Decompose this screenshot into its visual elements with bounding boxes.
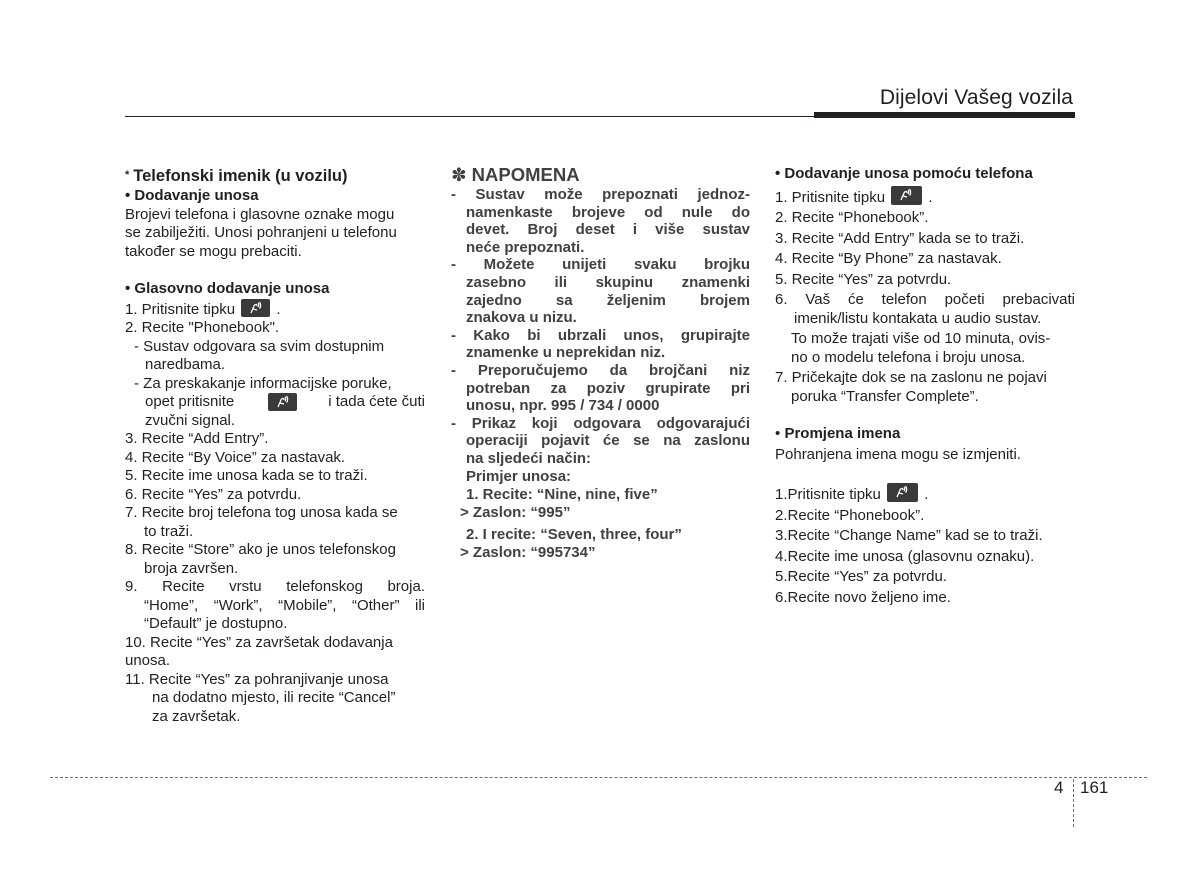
note-line: znakova u nizu.	[466, 309, 577, 327]
step-8-cont: broja završen.	[144, 559, 239, 577]
header-title: Dijelovi Vašeg vozila	[879, 86, 1073, 109]
rename-step-2: 2.Recite “Phonebook”.	[775, 506, 925, 524]
step-6-cont: no o modelu telefona i broju unosa.	[791, 348, 1026, 366]
example-1: 1. Recite: “Nine, nine, five”	[466, 486, 658, 504]
subheading-text: Promjena imena	[784, 425, 901, 442]
note-line: znamenke u neprekidan niz.	[466, 344, 666, 362]
step-2: 2. Recite “Phonebook”.	[775, 209, 929, 226]
dash-item: naredbama.	[145, 356, 226, 373]
step-6-cont: To može trajati više od 10 minuta, ovis-	[791, 330, 1051, 347]
dash-item: - Sustav odgovara sa svim dostupnim	[134, 337, 385, 355]
voice-talk-icon	[887, 483, 918, 502]
subheading-add-entry: • Dodavanje unosa	[125, 187, 259, 204]
note-line: namenkaste brojeve od nule do	[466, 203, 750, 221]
step-11-cont: za završetak.	[152, 707, 241, 725]
column-middle-note	[451, 164, 750, 561]
step-text: .	[928, 188, 933, 206]
note-line: Primjer unosa:	[466, 467, 572, 485]
step-7: 7. Pričekajte dok se na zaslonu ne pojavi	[775, 369, 1047, 386]
star-mark: *	[125, 169, 130, 181]
note-line: - Preporučujemo da brojčani niz	[451, 361, 750, 379]
voice-talk-icon	[241, 299, 270, 317]
step-4: 4. Recite “By Voice” za nastavak.	[125, 448, 346, 466]
step-9-cont: “Home”, “Work”, “Mobile”, “Other” ili	[144, 596, 425, 614]
step-text: 1. Pritisnite tipku	[775, 188, 886, 206]
step-9-cont: “Default” je dostupno.	[144, 615, 288, 632]
section-number: 4	[1054, 778, 1064, 797]
dash-text: opet pritisnite	[145, 393, 235, 410]
example-2-screen: > Zaslon: “995734”	[460, 543, 596, 561]
subheading-voice-add: • Glasovno dodavanje unosa	[125, 280, 330, 297]
section-title	[125, 164, 425, 187]
dash-item: - Za preskakanje informacijske poruke,	[134, 374, 392, 392]
note-line: neće prepoznati.	[466, 238, 585, 256]
rename-step-3: 3.Recite “Change Name” kad se to traži.	[775, 527, 1043, 544]
dash-text: i tada ćete čuti	[328, 393, 425, 410]
note-block	[451, 186, 750, 561]
note-line: devet. Broj deset i više sustav	[466, 221, 750, 239]
paragraph-line: također se mogu prebaciti.	[125, 242, 302, 260]
note-line: - Prikaz koji odgovara odgovarajući	[451, 414, 750, 432]
note-line: - Možete unijeti svaku brojku	[451, 256, 750, 274]
note-line: - Sustav može prepoznati jednoz-	[451, 186, 750, 203]
step-text: 1. Pritisnite tipku	[125, 300, 236, 318]
step-11-cont: na dodatno mjesto, ili recite “Cancel”	[152, 689, 396, 706]
example-2: 2. I recite: “Seven, three, four”	[466, 526, 682, 544]
column-left	[125, 164, 425, 726]
dash-item	[125, 393, 425, 412]
subheading-phone-add: • Dodavanje unosa pomoću telefona	[775, 165, 1033, 182]
column-right	[775, 165, 1075, 607]
step-8: 8. Recite “Store” ako je unos telefonskog	[125, 541, 396, 558]
step-3: 3. Recite “Add Entry”.	[125, 430, 269, 447]
paragraph-line: Brojevi telefona i glasovne oznake mogu	[125, 205, 395, 223]
step-11: 11. Recite “Yes” za pohranjivanje unosa	[125, 670, 389, 688]
step-6-cont: imenik/listu kontakata u audio sustav.	[794, 309, 1042, 327]
step-4: 4. Recite “By Phone” za nastavak.	[775, 250, 1002, 267]
step-text: .	[924, 486, 929, 503]
step-7-cont: to traži.	[144, 522, 194, 540]
rename-step-5: 5.Recite “Yes” za potvrdu.	[775, 568, 948, 585]
step-3: 3. Recite “Add Entry” kada se to traži.	[775, 229, 1025, 247]
section-title-text: Telefonski imenik (u vozilu)	[133, 167, 348, 185]
note-line: zajedno sa željenim brojem	[466, 291, 750, 309]
step-text: 1.Pritisnite tipku	[775, 486, 881, 503]
footer-dashed-rule	[50, 777, 1147, 778]
note-line: potreban za poziv grupirate pri	[466, 379, 750, 397]
step-7-cont: poruka “Transfer Complete”.	[791, 387, 979, 405]
page-number: 161	[1080, 778, 1109, 797]
step-text: .	[276, 300, 281, 318]
step-6: 6. Recite “Yes” za potvrdu.	[125, 485, 302, 503]
step-5: 5. Recite “Yes” za potvrdu.	[775, 270, 952, 288]
step-1	[775, 186, 1075, 208]
step-10: 10. Recite “Yes” za završetak dodavanja	[125, 633, 393, 651]
paragraph-line: Pohranjena imena mogu se izmjeniti.	[775, 445, 1021, 463]
bullet: •	[775, 425, 781, 442]
step-9: 9. Recite vrstu telefonskog broja.	[125, 578, 425, 595]
step-7: 7. Recite broj telefona tog unosa kada se	[125, 504, 398, 521]
note-line: na sljedeći način:	[466, 449, 592, 467]
dash-item: zvučni signal.	[145, 411, 236, 429]
note-title: ✽ NAPOMENA	[451, 164, 580, 185]
step-2: 2. Recite "Phonebook".	[125, 319, 280, 336]
note-line: unosu, npr. 995 / 734 / 0000	[466, 397, 660, 415]
rename-step-1	[775, 483, 1075, 505]
note-line: operaciji pojavit će se na zaslonu	[466, 432, 750, 450]
example-1-screen: > Zaslon: “995”	[460, 503, 571, 521]
header-rule-thin	[125, 116, 815, 117]
note-line: zasebno ili skupinu znamenki	[466, 273, 750, 291]
subheading-rename	[775, 425, 1075, 444]
header-rule-thick	[814, 112, 1075, 118]
rename-step-6: 6.Recite novo željeno ime.	[775, 588, 951, 606]
rename-step-4: 4.Recite ime unosa (glasovnu oznaku).	[775, 547, 1035, 565]
voice-talk-icon	[268, 393, 297, 411]
footer-dashed-divider	[1073, 779, 1074, 827]
note-line: - Kako bi ubrzali unos, grupirajte	[451, 326, 750, 344]
step-6: 6. Vaš će telefon početi prebacivati	[775, 291, 1075, 308]
step-10-cont: unosa.	[125, 652, 171, 669]
paragraph-line: se zabilježiti. Unosi pohranjeni u telefonu	[125, 224, 397, 241]
voice-talk-icon	[891, 186, 922, 205]
step-1	[125, 299, 425, 320]
step-5: 5. Recite ime unosa kada se to traži.	[125, 467, 368, 484]
